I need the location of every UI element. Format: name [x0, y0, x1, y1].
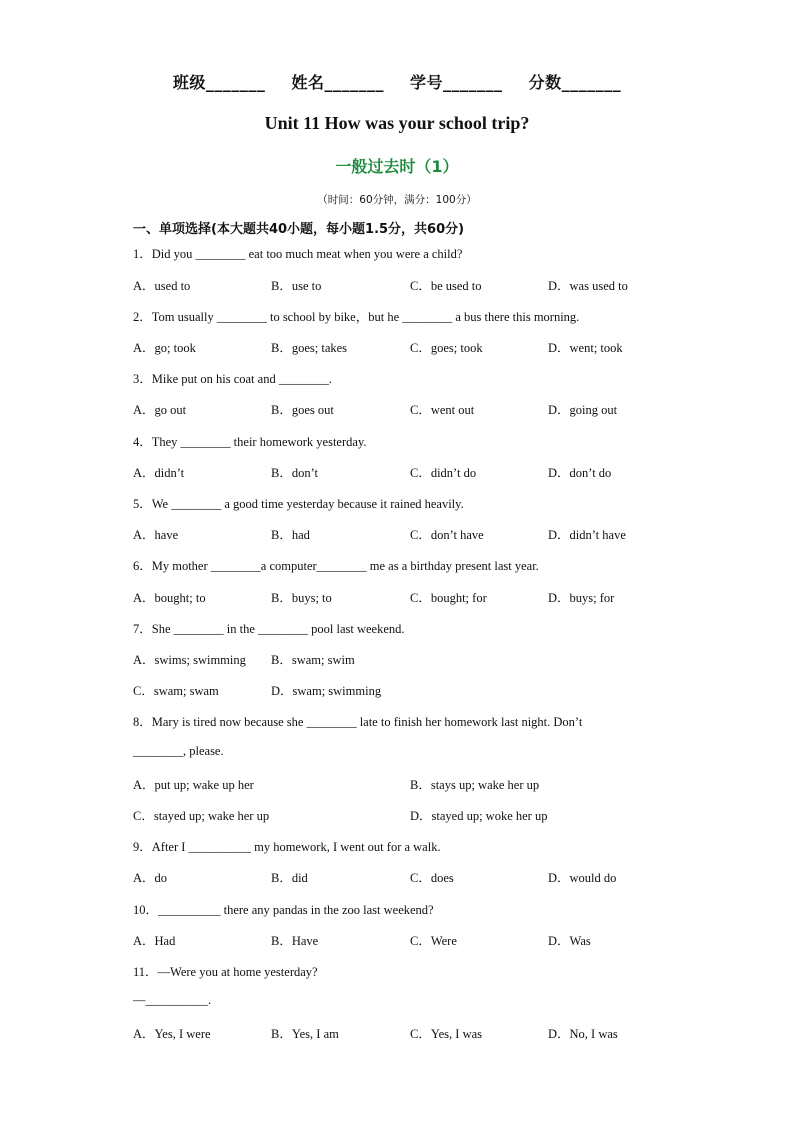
q4-option-a[interactable]: A．didn’t: [133, 466, 185, 480]
q10-option-c[interactable]: C．Were: [410, 934, 457, 948]
q8-option-a[interactable]: A．put up; wake up her: [133, 778, 254, 792]
q3-option-c[interactable]: C．went out: [410, 403, 475, 417]
q10-option-b[interactable]: B．Have: [271, 934, 319, 948]
q3-option-a[interactable]: A．go out: [133, 403, 187, 417]
q2-option-d[interactable]: D．went; took: [548, 341, 623, 355]
q3-option-d[interactable]: D．going out: [548, 403, 618, 417]
question-9: 9．After I __________ my homework, I went out for a walk.: [133, 840, 441, 854]
q1-option-c[interactable]: C．be used to: [410, 279, 482, 293]
name-field: 姓名_______: [291, 73, 384, 92]
q7-option-c[interactable]: C．swam; swam: [133, 684, 219, 698]
question-3: 3．Mike put on his coat and ________.: [133, 372, 332, 386]
q8-option-c[interactable]: C．stayed up; wake her up: [133, 809, 270, 823]
student-info-row: [0, 70, 794, 93]
q7-option-a[interactable]: A．swims; swimming: [133, 653, 246, 667]
question-11-answer-line: —__________.: [133, 993, 212, 1007]
q9-option-d[interactable]: D．would do: [548, 871, 617, 885]
q1-option-d[interactable]: D．was used to: [548, 279, 628, 293]
q5-option-d[interactable]: D．didn’t have: [548, 528, 626, 542]
q8-option-d[interactable]: D．stayed up; woke her up: [410, 809, 548, 823]
q11-option-a[interactable]: A．Yes, I were: [133, 1027, 211, 1041]
question-4: 4．They ________ their homework yesterday.: [133, 435, 367, 449]
q5-option-c[interactable]: C．don’t have: [410, 528, 484, 542]
q2-option-b[interactable]: B．goes; takes: [271, 341, 348, 355]
q2-option-c[interactable]: C．goes; took: [410, 341, 483, 355]
question-7: 7．She ________ in the ________ pool last weekend.: [133, 622, 405, 636]
q11-option-c[interactable]: C．Yes, I was: [410, 1027, 483, 1041]
q9-option-c[interactable]: C．does: [410, 871, 454, 885]
q7-option-d[interactable]: D．swam; swimming: [271, 684, 382, 698]
q8-option-b[interactable]: B．stays up; wake her up: [410, 778, 540, 792]
page-title: Unit 11 How was your school trip?: [264, 113, 530, 133]
q6-option-b[interactable]: B．buys; to: [271, 591, 332, 605]
q7-option-b[interactable]: B．swam; swim: [271, 653, 355, 667]
question-2: 2．Tom usually ________ to school by bike，but he ________ a bus there this morning.: [133, 310, 580, 324]
q11-option-d[interactable]: D．No, I was: [548, 1027, 618, 1041]
q1-option-a[interactable]: A．used to: [133, 279, 191, 293]
question-1: 1．Did you ________ eat too much meat when you were a child?: [133, 247, 463, 261]
question-5: 5．We ________ a good time yesterday because it rained heavily.: [133, 497, 464, 511]
q11-option-b[interactable]: B．Yes, I am: [271, 1027, 339, 1041]
q10-option-d[interactable]: D．Was: [548, 934, 591, 948]
q9-option-a[interactable]: A．do: [133, 871, 168, 885]
question-11: 11．—Were you at home yesterday?: [133, 965, 318, 979]
q2-option-a[interactable]: A．go; took: [133, 341, 196, 355]
q6-option-a[interactable]: A．bought; to: [133, 591, 206, 605]
question-8: 8．Mary is tired now because she ________ late to finish her homework last night. Don’t: [133, 715, 583, 729]
q5-option-a[interactable]: A．have: [133, 528, 179, 542]
question-6: 6．My mother ________a computer________ me as a birthday present last year.: [133, 559, 539, 573]
q5-option-b[interactable]: B．had: [271, 528, 310, 542]
section-title: 一、单项选择(本大题共40小题，每小题1.5分，共60分): [133, 222, 465, 237]
question-10: 10．__________ there any pandas in the zoo last weekend?: [133, 903, 434, 917]
q4-option-c[interactable]: C．didn’t do: [410, 466, 477, 480]
q1-option-b[interactable]: B．use to: [271, 279, 322, 293]
question-8-continued: ________, please.: [133, 744, 224, 758]
time-note: （时间：60分钟，满分：100分）: [317, 194, 477, 206]
class-field: 班级_______: [172, 73, 266, 92]
q4-option-b[interactable]: B．don’t: [271, 466, 318, 480]
q9-option-b[interactable]: B．did: [271, 871, 308, 885]
q3-option-b[interactable]: B．goes out: [271, 403, 334, 417]
q4-option-d[interactable]: D．don’t do: [548, 466, 612, 480]
q6-option-d[interactable]: D．buys; for: [548, 591, 615, 605]
page-subtitle: 一般过去时（1）: [335, 157, 459, 176]
q10-option-a[interactable]: A．Had: [133, 934, 176, 948]
student-id-field: 学号_______: [410, 73, 503, 92]
score-field: 分数_______: [528, 73, 622, 92]
q6-option-c[interactable]: C．bought; for: [410, 591, 487, 605]
